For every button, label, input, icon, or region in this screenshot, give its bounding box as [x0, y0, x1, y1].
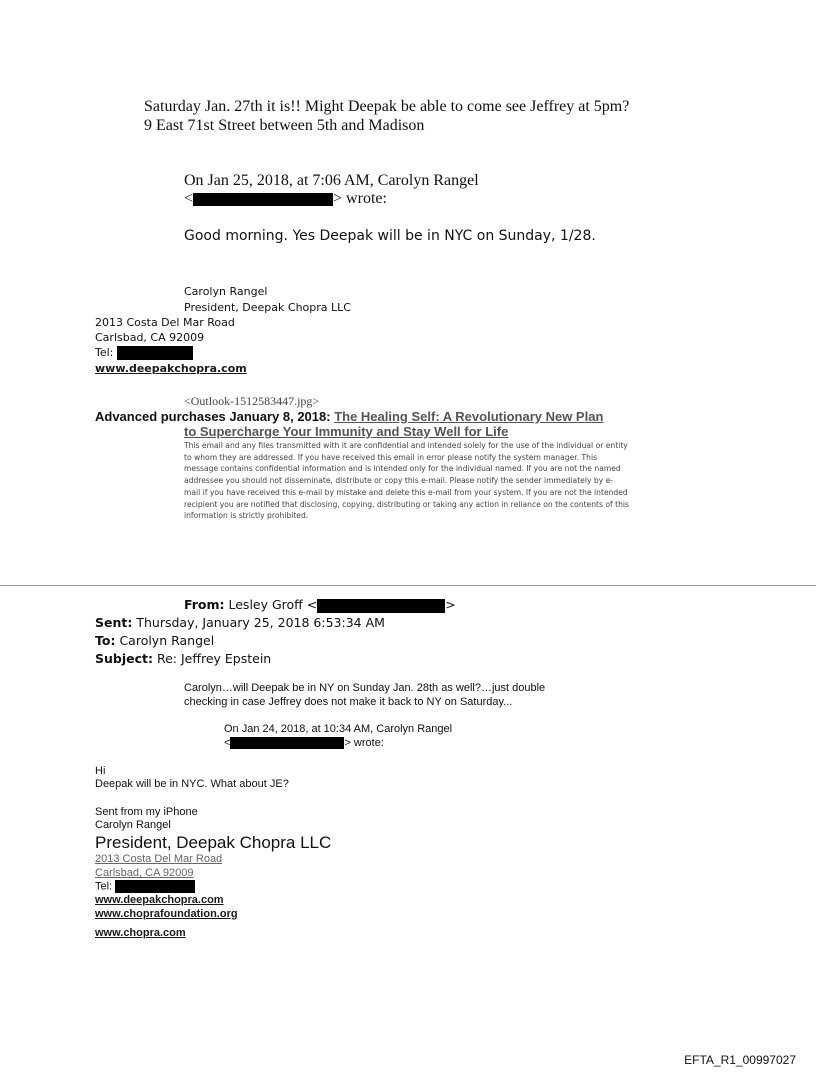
redacted-email-1 — [193, 193, 333, 206]
sent-label: Sent: — [95, 615, 133, 630]
redacted-email-3 — [230, 737, 344, 749]
redacted-phone-2 — [115, 880, 195, 893]
quote1-body: Good morning. Yes Deepak will be in NYC on Sunday, 1/28. — [184, 228, 596, 244]
sig1-name: Carolyn Rangel — [184, 285, 268, 298]
sig1-website[interactable] — [95, 362, 247, 375]
top-message-line1: Saturday Jan. 27th it is!! Might Deepak be able to come see Jeffrey at 5pm? — [144, 98, 630, 115]
sig1-website-link[interactable]: www.deepakchopra.com — [95, 362, 247, 375]
sig2-website3-link[interactable]: www.chopra.com — [95, 927, 186, 939]
from-label: From: — [184, 597, 225, 612]
rangel-message-line1: Hi — [95, 765, 106, 777]
from-close: > — [445, 597, 456, 612]
from-value: Lesley Groff < — [228, 597, 318, 612]
confidentiality-disclaimer: This email and any files transmitted with it are confidential and intended solely for the use of the individual or entity to whom they are addressed. If you have received this email in error please notify the system manager. This message contains confidential information and is intended only for the individual named. If you are not the named addressee you should not disseminate, distribute or copy this e-mail. Please notify the sender immediately by e-mail if you have received this e-mail by mistake and delete this e-mail from your system. If you are not the intended recipient you are notified that disclosing, copying, distributing or taking any action in reliance on the contents of this information is strictly prohibited. — [184, 441, 629, 521]
quote1-header-line2 — [184, 190, 387, 208]
attachment-placeholder: <Outlook-1512583447.jpg> — [184, 394, 320, 408]
groff-message-line2: checking in case Jeffrey does not make it back to NY on Saturday... — [184, 696, 513, 708]
sig2-website2[interactable] — [95, 908, 238, 920]
subject-value: Re: Jeffrey Epstein — [156, 651, 272, 666]
message-divider — [0, 585, 816, 586]
from-line — [184, 597, 456, 613]
groff-message-line1: Carolyn…will Deepak be in NY on Sunday Jan. 28th as well?…just double — [184, 682, 546, 694]
promo-book-link-cont[interactable]: to Supercharge Your Immunity and Stay Well for Life — [184, 424, 509, 439]
quote2-open-bracket: < — [224, 737, 231, 749]
promo-label: Advanced purchases January 8, 2018: — [95, 409, 335, 424]
sig2-website1-link[interactable]: www.deepakchopra.com — [95, 894, 224, 906]
sig2-tel — [95, 880, 195, 893]
sent-line — [95, 615, 385, 630]
sig1-address1: 2013 Costa Del Mar Road — [95, 316, 235, 329]
sig2-website1[interactable] — [95, 894, 224, 906]
quote1-open-bracket: < — [184, 190, 194, 207]
quote2-header-line2 — [224, 737, 384, 749]
sig1-tel-label: Tel: — [95, 346, 114, 359]
promo-line1 — [95, 409, 603, 424]
to-value: Carolyn Rangel — [119, 633, 215, 648]
sig2-address1[interactable] — [95, 853, 222, 865]
sig2-name: Carolyn Rangel — [95, 819, 171, 831]
sig2-website3[interactable] — [95, 927, 186, 939]
sent-value: Thursday, January 25, 2018 6:53:34 AM — [136, 615, 385, 630]
sig2-address2-link[interactable]: Carlsbad, CA 92009 — [95, 867, 194, 879]
sig1-title: President, Deepak Chopra LLC — [184, 301, 351, 314]
sig2-address2[interactable] — [95, 867, 193, 879]
top-message-line2: 9 East 71st Street between 5th and Madison — [144, 117, 425, 134]
sig1-tel — [95, 346, 193, 360]
quote1-wrote: > wrote: — [333, 190, 387, 207]
sig2-title: President, Deepak Chopra LLC — [95, 833, 332, 852]
quote1-header-line1: On Jan 25, 2018, at 7:06 AM, Carolyn Rangel — [184, 172, 479, 189]
sig2-website2-link[interactable]: www.choprafoundation.org — [95, 908, 238, 920]
subject-line — [95, 651, 271, 666]
sent-from-iphone: Sent from my iPhone — [95, 806, 198, 818]
to-line — [95, 633, 214, 648]
to-label: To: — [95, 633, 116, 648]
redacted-phone-1 — [117, 346, 193, 360]
promo-book-link[interactable]: The Healing Self: A Revolutionary New Plan — [334, 409, 604, 424]
subject-label: Subject: — [95, 651, 153, 666]
sig2-tel-label: Tel: — [95, 880, 113, 893]
redacted-email-2 — [317, 599, 445, 613]
quote2-wrote: > wrote: — [344, 737, 384, 749]
sig2-address1-link[interactable]: 2013 Costa Del Mar Road — [95, 853, 223, 865]
rangel-message-line2: Deepak will be in NYC. What about JE? — [95, 778, 289, 790]
quote2-header-line1: On Jan 24, 2018, at 10:34 AM, Carolyn Rangel — [224, 723, 453, 735]
promo-line2[interactable] — [184, 424, 508, 439]
sig1-address2: Carlsbad, CA 92009 — [95, 331, 205, 344]
document-id: EFTA_R1_00997027 — [684, 1053, 796, 1067]
